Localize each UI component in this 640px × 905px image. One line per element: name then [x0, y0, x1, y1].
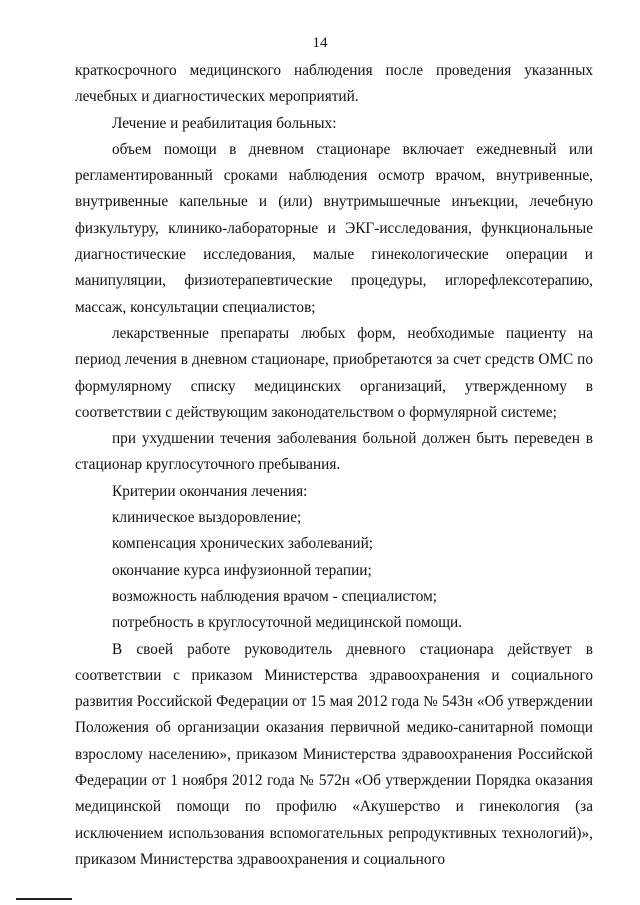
paragraph-day-hospital-care-scope: объем помощи в дневном стационаре включает ежедневный или регламентированный сроками наблюдения осмотр врачом, внутривенные, внутривенные капельные и (или) внутримышечные инъекции, лечебную физкультуру, клинико-лабораторные и ЭКГ-исследования, функциональные диагностические исследования, малые гинекологические операции и манипуляции, физиотерапевтические процедуры, иглорефлексотерапию, массаж, консультации специалистов;: [75, 140, 593, 316]
paragraph-regulatory-orders: В своей работе руководитель дневного стационара действует в соответствии с приказом Министерства здравоохранения и социального развития Российской Федерации от 15 мая 2012 года № 543н «Об утверждении Положения об организации оказания первичной медико-санитарной помощи взрослому населению», приказом Министерства здравоохранения Российской Федерации от 1 ноября 2012 года № 572н «Об утверждении Порядка оказания медицинской помощи по профилю «Акушерство и гинекология (за исключением использования вспомогательных репродуктивных технологий)», приказом Министерства здравоохранения и социального: [75, 640, 593, 868]
criteria-item-infusion-course-end: окончание курса инфузионной терапии;: [112, 561, 372, 579]
criteria-item-clinical-recovery: клиническое выздоровление;: [112, 509, 302, 527]
section-heading-treatment-end-criteria: Критерии окончания лечения:: [112, 482, 308, 500]
criteria-item-specialist-observation: возможность наблюдения врачом - специалистом;: [112, 587, 438, 605]
criteria-item-chronic-compensation: компенсация хронических заболеваний;: [112, 535, 374, 553]
paragraph-transfer-condition: при ухудшении течения заболевания больной должен быть переведен в стационар круглосуточного пребывания.: [75, 430, 593, 474]
paragraph-medicines-funding: лекарственные препараты любых форм, необходимые пациенту на период лечения в дневном стационаре, приобретаются за счет средств ОМС по формулярному списку медицинских организаций, утвержденному в соответствии с действующим законодательством о формулярной системе;: [75, 324, 593, 421]
footer-divider: [16, 898, 72, 900]
section-heading-treatment-rehabilitation: Лечение и реабилитация больных:: [112, 114, 337, 132]
document-body: [75, 58, 593, 873]
criteria-item-round-the-clock-care: потребность в круглосуточной медицинской помощи.: [112, 614, 463, 632]
paragraph-intro-continuation: краткосрочного медицинского наблюдения после проведения указанных лечебных и диагностических мероприятий.: [75, 62, 593, 106]
page-number: 14: [312, 35, 328, 51]
